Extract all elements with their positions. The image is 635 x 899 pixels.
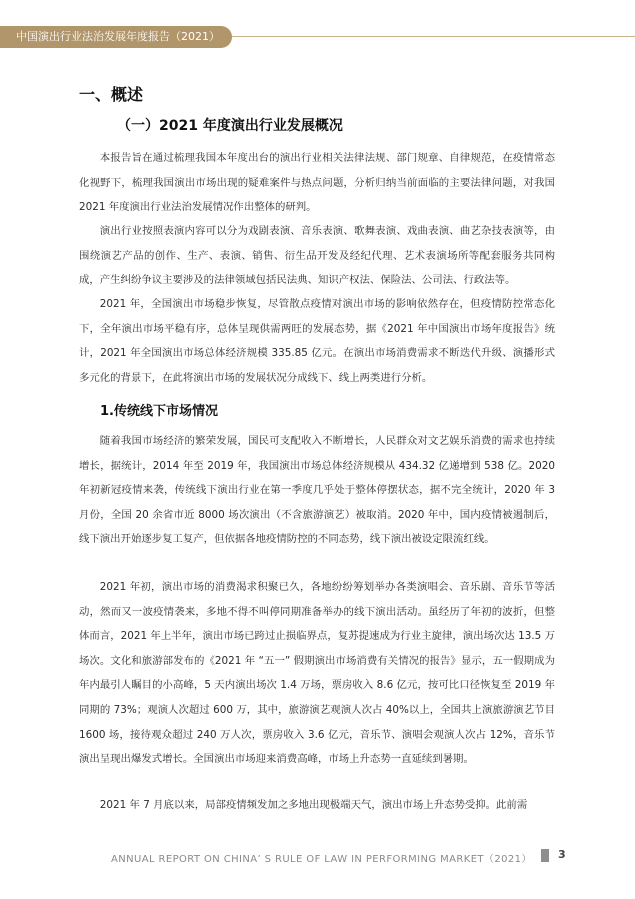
footer-title: ANNUAL REPORT ON CHINA’ S RULE OF LAW IN PERFORMING MARKET（2021） <box>111 854 532 865</box>
subsection-heading: （一）2021 年度演出行业发展概况 <box>117 118 343 134</box>
section-heading: 一、概述 <box>79 85 144 104</box>
paragraph-4: 随着我国市场经济的繁荣发展，国民可支配收入不断增长，人民群众对文艺娱乐消费的需求也持续增长，据统计，2014 年至 2019 年，我国演出市场总体经济规模从 434.32 亿递增到 538 亿。2020 年初新冠疫情来袭，传统线下演出行业在第一季度几乎处于整体停摆状态，据不完全统计，2020 年 3 月份，全国 20 余省市近 8000 场次演出（不含旅游演艺）被取消。2020 年中，国内疫情被遏制后，线下演出开始逐步复工复产，但依据各地疫情防控的不同态势，线下演出被设定限流红线。 <box>79 435 555 546</box>
subsubsection-heading: 1.传统线下市场情况 <box>100 404 218 419</box>
running-header-title: 中国演出行业法治发展年度报告（2021） <box>16 30 220 43</box>
paragraph-1: 本报告旨在通过梳理我国本年度出台的演出行业相关法律法规、部门规章、自律规范，在疫情常态化视野下，梳理我国演出市场出现的疑难案件与热点问题，分析归纳当前面临的主要法律问题，对我国 2021 年度演出行业法治发展情况作出整体的研判。 <box>79 152 555 214</box>
page-number: 3 <box>558 848 566 861</box>
running-header <box>0 26 232 48</box>
footer-marker <box>541 849 549 862</box>
paragraph-5: 2021 年初，演出市场的消费渴求积聚已久，各地纷纷筹划举办各类演唱会、音乐剧、音乐节等活动，然而又一波疫情袭来，多地不得不叫停同期准备举办的线下演出活动。虽经历了年初的波折，但整体而言，2021 年上半年，演出市场已跨过止损临界点，复苏提速成为行业主旋律，演出场次达 13.5 万场次。文化和旅游部发布的《2021 年 “五一” 假期演出市场消费有关情况的报告》显示，五一假期成为年内最引人瞩目的小高峰，5 天内演出场次 1.4 万场，票房收入 8.6 亿元，按可比口径恢复至 2019 年同期的 73%；观演人次超过 600 万，其中，旅游演艺观演人次占 40%以上，全国共上演旅游演艺节目 1600 场，接待观众超过 240 万人次，票房收入 3.6 亿元，音乐节、演唱会观演人次占 12%，音乐节演出呈现出爆发式增长。全国演出市场迎来消费高峰，市场上升态势一直延续到暑期。 <box>79 581 555 766</box>
paragraph-2: 演出行业按照表演内容可以分为戏剧表演、音乐表演、歌舞表演、戏曲表演、曲艺杂技表演等，由围绕演艺产品的创作、生产、表演、销售、衍生品开发及经纪代理、艺术表演场所等配套服务共同构成，产生纠纷争议主要涉及的法律领域包括民法典、知识产权法、保险法、公司法、行政法等。 <box>79 225 555 287</box>
paragraph-3: 2021 年，全国演出市场稳步恢复，尽管散点疫情对演出市场的影响依然存在，但疫情防控常态化下，全年演出市场平稳有序，总体呈现供需两旺的发展态势，据《2021 年中国演出市场年度报告》统计，2021 年全国演出市场总体经济规模 335.85 亿元。在演出市场消费需求不断迭代升级、演播形式多元化的背景下，在此将演出市场的发展状况分成线下、线上两类进行分析。 <box>79 298 555 384</box>
header-divider <box>232 36 635 37</box>
paragraph-6: 2021 年 7 月底以来，局部疫情频发加之多地出现极端天气，演出市场上升态势受抑。此前需 <box>99 799 528 811</box>
